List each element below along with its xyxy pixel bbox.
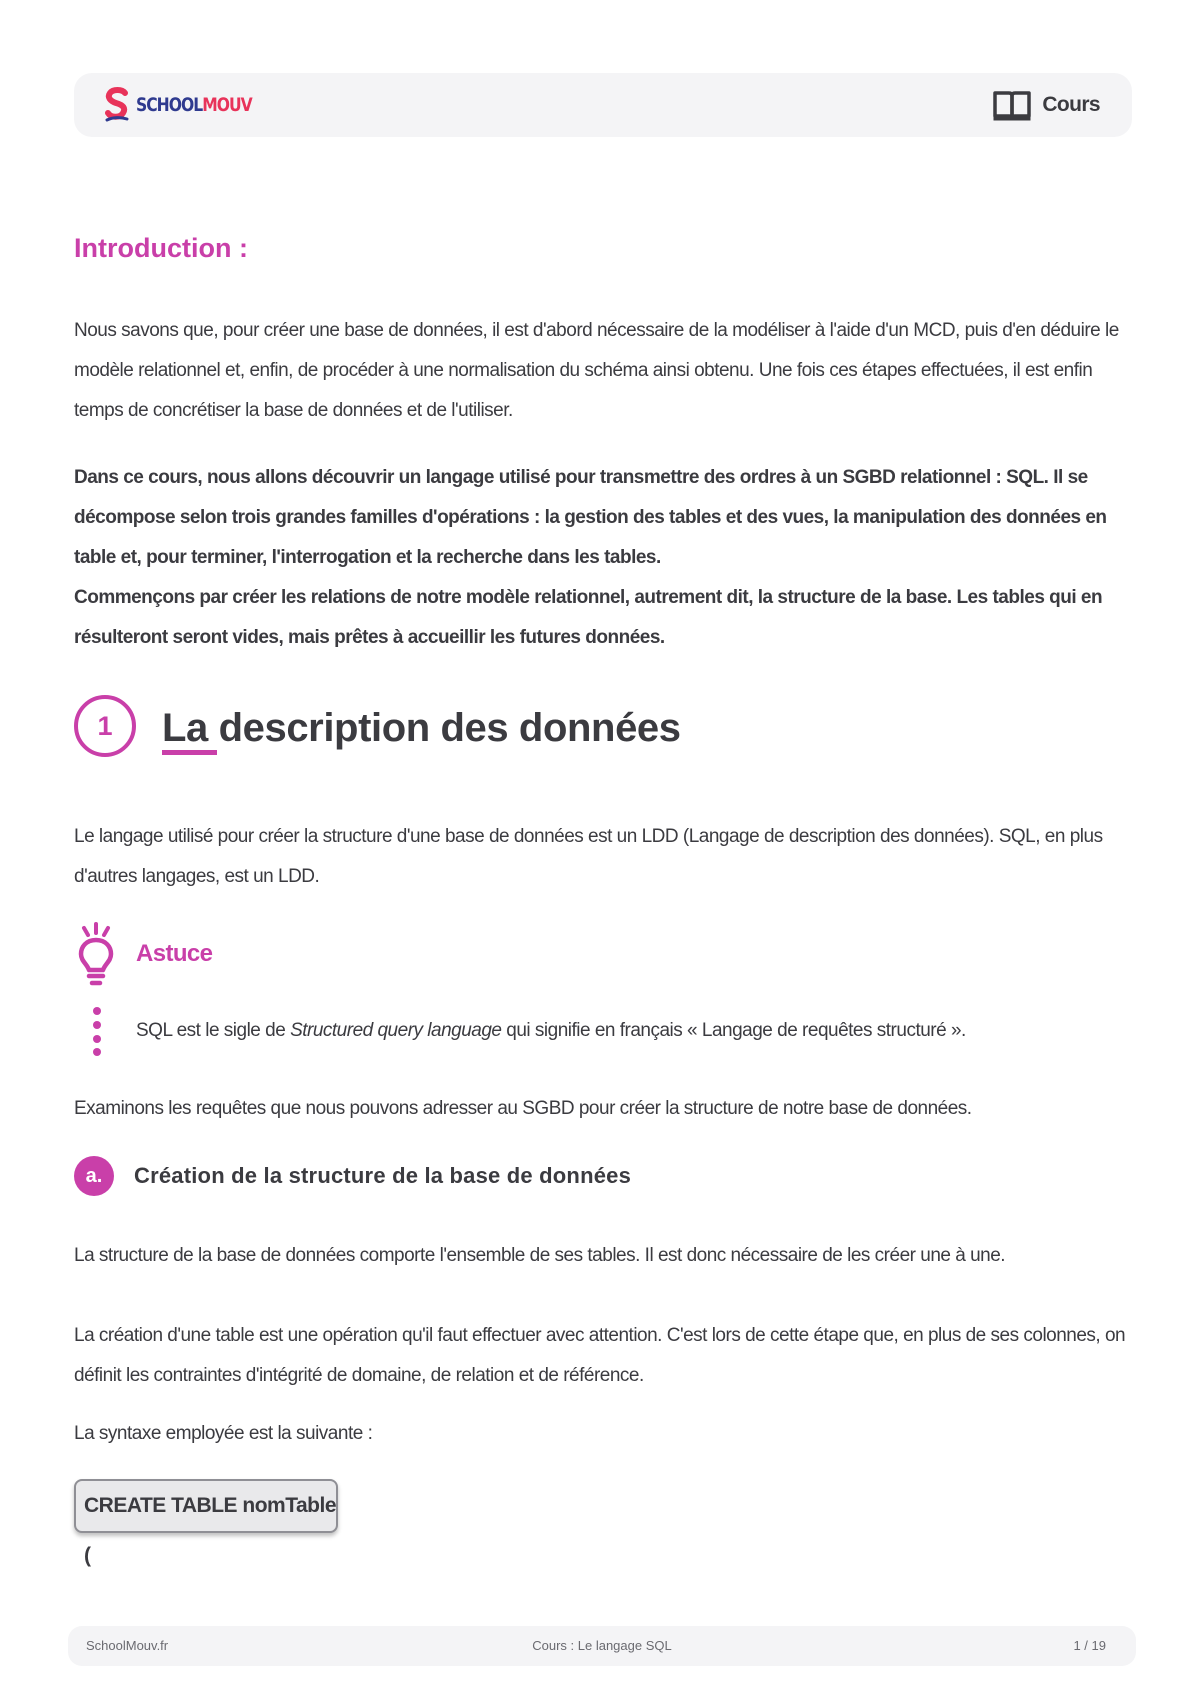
logo-text-school: SCHOOL	[136, 94, 203, 116]
intro-title: Introduction :	[74, 233, 248, 263]
tip-text-italic: Structured query language	[290, 1020, 502, 1041]
tip-text-after: qui signifie en français « Langage de requêtes structuré ».	[501, 1020, 966, 1041]
cours-label: Cours	[1042, 93, 1100, 116]
logo-text-mouv: MOUV	[202, 94, 252, 116]
dots-icon	[92, 1006, 102, 1056]
section-title: La description des données	[162, 706, 681, 750]
footer-site[interactable]: SchoolMouv.fr	[86, 1638, 169, 1653]
footer-bar	[68, 1626, 1136, 1666]
footer-page-number: 1 / 19	[1073, 1638, 1106, 1653]
cours-link[interactable]	[992, 87, 1100, 123]
section-title-underline	[162, 750, 217, 755]
section-number: 1	[74, 695, 136, 757]
subsection-paragraph-1: La structure de la base de données comporte l'ensemble de ses tables. Il est donc nécessaire de les créer une à une.	[74, 1245, 1006, 1266]
tip-text-before: SQL est le sigle de	[136, 1020, 291, 1041]
intro-paragraph-1: Nous savons que, pour créer une base de données, il est d'abord nécessaire de la modéliser à l'aide d'un MCD, puis d'en déduire le modèle relationnel et, enfin, de procéder à une normalisation du schéma ainsi obtenu. Une fois ces étapes effectuées, il est enfin temps de concrétiser la base de données et de l'utiliser.	[74, 320, 1119, 421]
subsection-paragraph-3: La syntaxe employée est la suivante :	[74, 1423, 373, 1444]
section-paragraph-2: Examinons les requêtes que nous pouvons adresser au SGBD pour créer la structure de notre base de données.	[74, 1098, 972, 1119]
tip-label: Astuce	[136, 940, 213, 967]
logo-text	[136, 94, 252, 116]
code-snippet: CREATE TABLE nomTable (	[74, 1479, 338, 1533]
header-bar	[74, 73, 1132, 137]
lightbulb-icon	[76, 922, 116, 988]
intro-paragraph-2: Dans ce cours, nous allons découvrir un langage utilisé pour transmettre des ordres à un SGBD relationnel : SQL. Il se décompose selon trois grandes familles d'opérations : la gestion des tables et des vues, la manipulation des données en table et, pour terminer, l'interrogation et la recherche dans les tables.	[74, 467, 1107, 568]
schoolmouv-logo[interactable]	[104, 85, 277, 125]
subsection-paragraph-2: La création d'une table est une opération qu'il faut effectuer avec attention. C'est lors de cette étape que, en plus de ses colonnes, on définit les contraintes d'intégrité de domaine, de relation et de référence.	[74, 1325, 1126, 1386]
schoolmouv-s-icon	[104, 85, 130, 125]
subsection-badge: a.	[74, 1156, 114, 1196]
subsection-title: Création de la structure de la base de données	[134, 1163, 632, 1188]
footer-course: Cours : Le langage SQL	[532, 1638, 672, 1653]
book-icon	[992, 89, 1032, 121]
tip-text	[136, 1011, 966, 1051]
section-paragraph-1: Le langage utilisé pour créer la structure d'une base de données est un LDD (Langage de description des données). SQL, en plus d'autres langages, est un LDD.	[74, 826, 1103, 887]
intro-paragraph-3: Commençons par créer les relations de notre modèle relationnel, autrement dit, la structure de la base. Les tables qui en résulteront seront vides, mais prêtes à accueillir les futures données.	[74, 587, 1103, 648]
